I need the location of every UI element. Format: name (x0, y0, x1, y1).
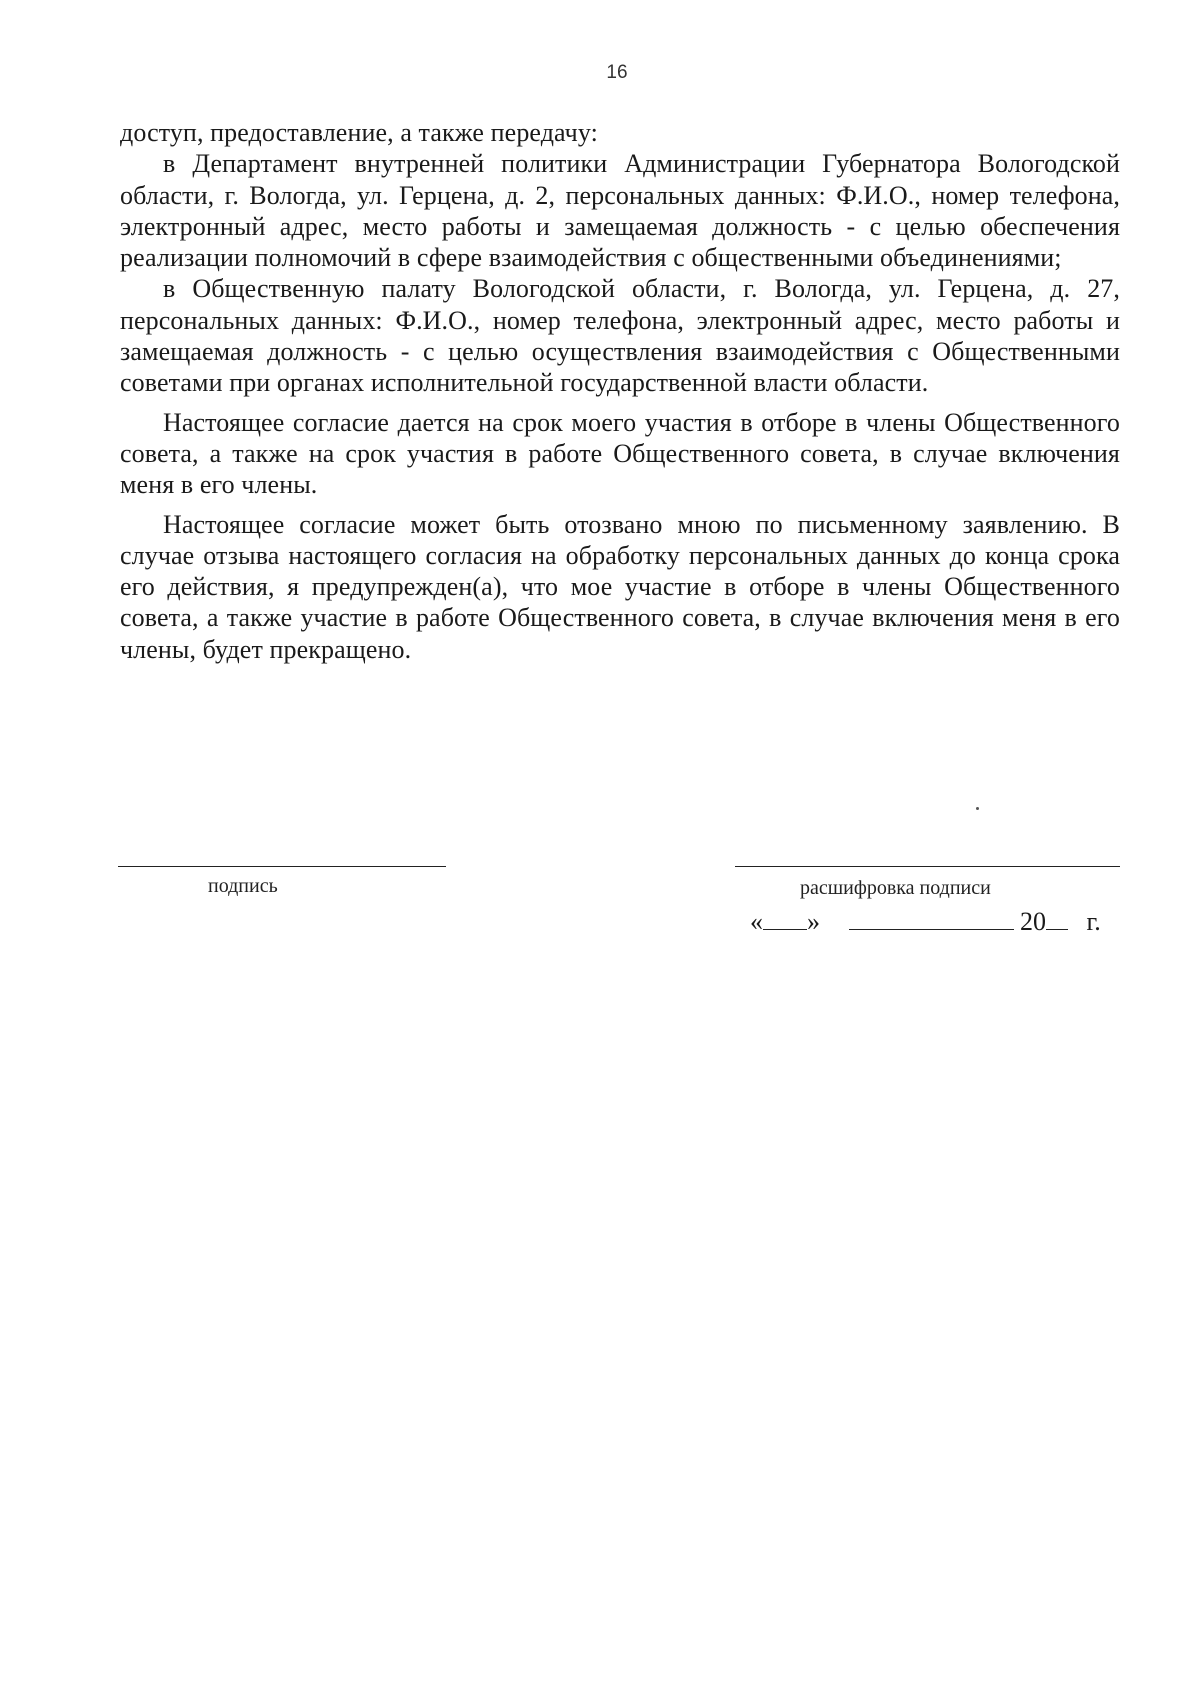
signature-caption: подпись (208, 875, 278, 897)
paragraph-intro: доступ, предоставление, а также передачу: (120, 118, 598, 147)
signature-decoding-line (735, 866, 1120, 867)
year-suffix: г. (1086, 907, 1101, 936)
signature-decoding-caption: расшифровка подписи (800, 877, 991, 899)
paragraph-department: в Департамент внутренней политики Администрации Губернатора Вологодской области, г. Вологда, ул. Герцена, д. 2, персональных данных: Ф.И.О., номер телефона, электронный адрес, место работы и замещаемая должность - с целью обеспечения реализации полномочий в сфере взаимодействия с общественными объединениями; (120, 149, 1120, 273)
year-prefix: 20 (1020, 907, 1046, 936)
signature-line (118, 866, 446, 867)
date-open-quote: « (750, 907, 763, 936)
document-body (120, 117, 1120, 665)
paragraph-consent-term: Настоящее согласие дается на срок моего участия в отборе в члены Общественного совета, а также на срок участия в работе Общественного совета, в случае включения меня в его члены. (120, 407, 1120, 500)
paragraph-public-chamber: в Общественную палату Вологодской области, г. Вологда, ул. Герцена, д. 27, персональных данных: Ф.И.О., номер телефона, электронный адрес, место работы и замещаемая должность - с целью осуществления взаимодействия с Общественными советами при органах исполнительной государственной власти области. (120, 274, 1120, 398)
day-blank (763, 909, 807, 930)
date-close-quote: » (807, 907, 820, 936)
date-row (750, 907, 1101, 937)
year-blank (1046, 909, 1068, 930)
month-blank (849, 909, 1014, 930)
paragraph-consent-revocation: Настоящее согласие может быть отозвано мною по письменному заявлению. В случае отзыва настоящего согласия на обработку персональных данных до конца срока его действия, я предупрежден(а), что мое участие в отборе в члены Общественного совета, а также участие в работе Общественного совета, в случае включения меня в его члены, будет прекращено. (120, 509, 1120, 664)
scan-speck (976, 807, 979, 810)
page-number: 16 (606, 62, 628, 83)
